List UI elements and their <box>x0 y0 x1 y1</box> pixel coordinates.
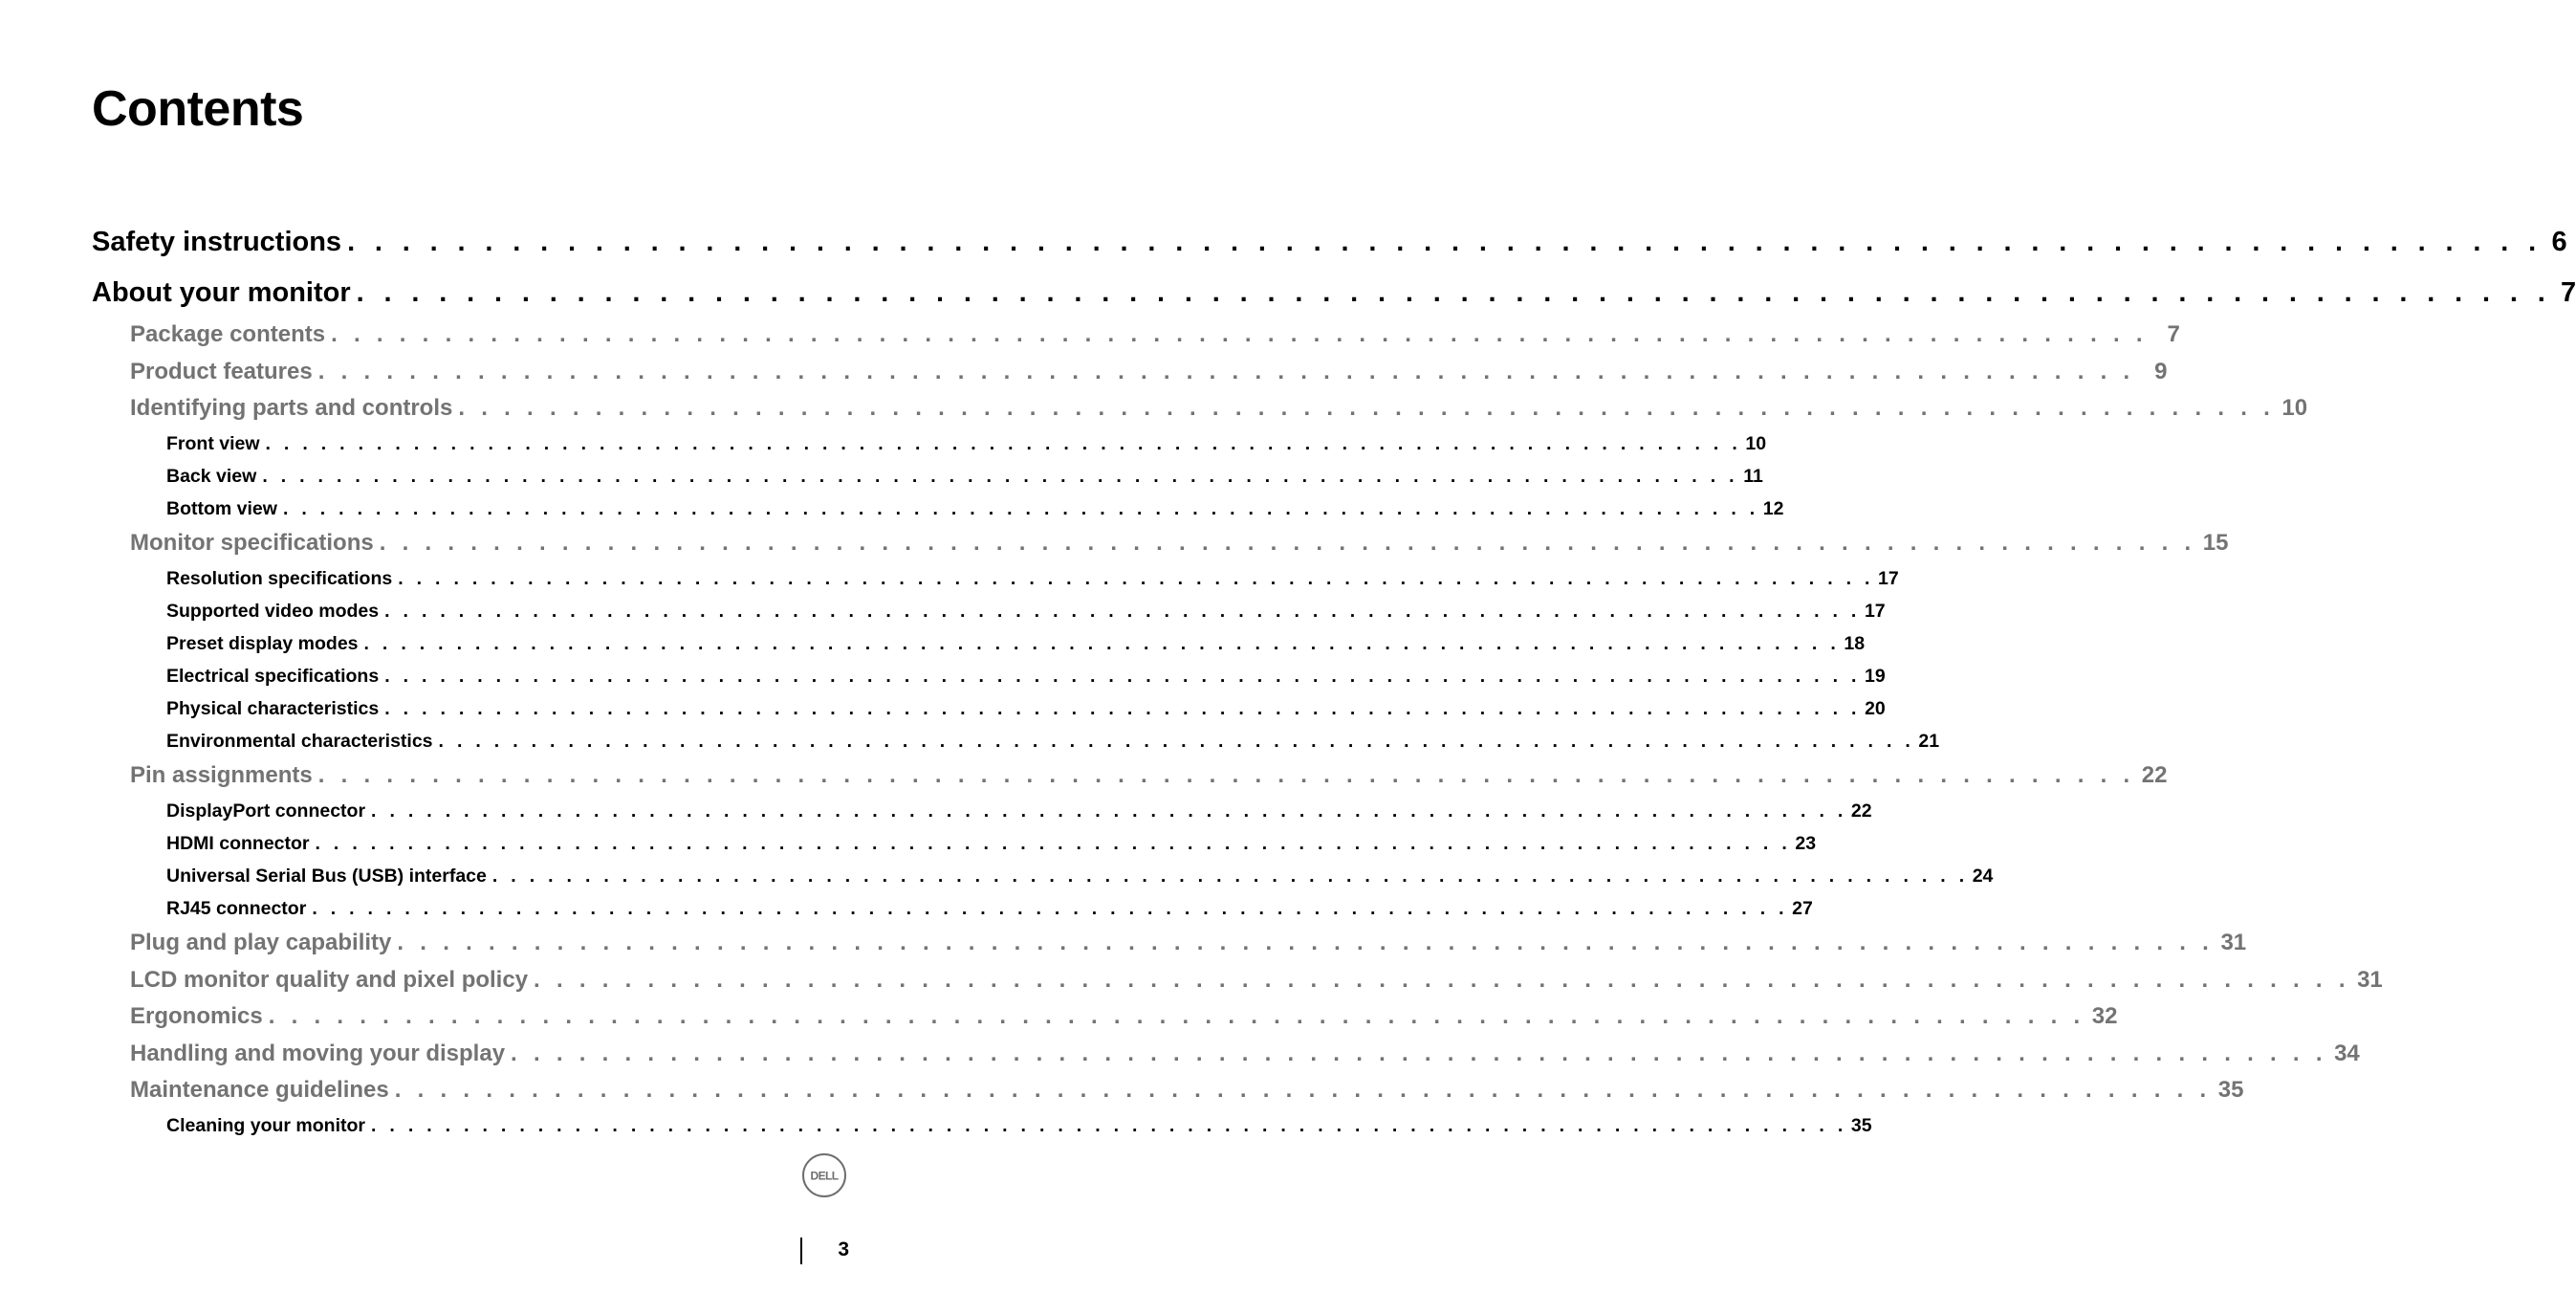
toc-entry-about-your-monitor[interactable] <box>92 275 2576 310</box>
toc-entry-label: Bottom view <box>166 498 277 519</box>
toc-entry-label: Resolution specifications <box>166 568 393 589</box>
toc-entry-hdmi-connector[interactable] <box>166 832 1817 855</box>
toc-entry-safety-instructions[interactable] <box>92 225 2567 259</box>
dot-leader: . . . . . . . . . . . . . . . . . . . . . . . . . . . . . . . . . . . . . . . . . . . . . . . . . . . . . . . . . . . . . . . . . . . . . . . . . . . . . . . . <box>363 633 1841 654</box>
toc-entry-pin-assignments[interactable] <box>130 761 2168 790</box>
toc-entry-plug-and-play-capability[interactable] <box>130 929 2247 957</box>
toc-entry-label: LCD monitor quality and pixel policy <box>130 967 529 993</box>
toc-entry-label: RJ45 connector <box>166 898 307 919</box>
toc-page-number: 7 <box>2561 277 2576 308</box>
toc-entry-ergonomics[interactable] <box>130 1002 2118 1031</box>
toc-entry-label: Monitor specifications <box>130 530 374 556</box>
toc-page-number: 17 <box>1864 601 1886 622</box>
footer-divider <box>800 1238 802 1264</box>
toc-page-number: 24 <box>1972 866 1994 887</box>
toc-entry-label: About your monitor <box>92 277 351 308</box>
toc-page-number: 18 <box>1844 633 1866 654</box>
toc-page-number: 31 <box>2220 930 2247 955</box>
dot-leader: . . . . . . . . . . . . . . . . . . . . . . . . . . . . . . . . . . . . . . . . . . . . . . . . . . . . . . . . . . . . . . . . . . . . . . . . . . . . . . . . <box>282 498 1759 519</box>
toc-entry-front-view[interactable] <box>166 432 1767 455</box>
toc-page-number: 23 <box>1795 833 1817 854</box>
toc-entry-rj45-connector[interactable] <box>166 897 1813 920</box>
dot-leader: . . . . . . . . . . . . . . . . . . . . . . . . . . . . . . . . . . . . . . . . . . . . . . . . . . . . . . . . . . . . . . . . . . . . . . . . . . . . . . . . <box>379 530 2196 556</box>
toc-entry-supported-video-modes[interactable] <box>166 600 1886 623</box>
toc-entry-label: Preset display modes <box>166 633 359 654</box>
toc-entry-label: Ergonomics <box>130 1003 263 1029</box>
dot-leader: . . . . . . . . . . . . . . . . . . . . . . . . . . . . . . . . . . . . . . . . . . . . . . . . . . . . . . . . . . . . . . . . . . . . . . . . . . . . . . . . <box>268 1003 2085 1029</box>
toc-entry-label: Environmental characteristics <box>166 731 433 752</box>
toc-entry-label: Handling and moving your display <box>130 1041 506 1066</box>
toc-page-number: 22 <box>2141 762 2168 788</box>
toc-page-number: 19 <box>1865 666 1886 687</box>
toc-entry-environmental-characteristics[interactable] <box>166 730 1940 753</box>
dot-leader: . . . . . . . . . . . . . . . . . . . . . . . . . . . . . . . . . . . . . . . . . . . . . . . . . . . . . . . . . . . . . . . . . . . . . . . . . . . . . . . . <box>371 1115 1847 1136</box>
toc-entry-handling-and-moving-your-display[interactable] <box>130 1040 2360 1068</box>
toc-page-number: 31 <box>2357 967 2383 993</box>
toc-page-number: 10 <box>1745 433 1767 454</box>
dot-leader: . . . . . . . . . . . . . . . . . . . . . . . . . . . . . . . . . . . . . . . . . . . . . . . . . . . . . . . . . . . . . . . . . . . . . . . . . . . . . . . . <box>347 227 2543 257</box>
toc-entry-label: HDMI connector <box>166 833 310 854</box>
dot-leader: . . . . . . . . . . . . . . . . . . . . . . . . . . . . . . . . . . . . . . . . . . . . . . . . . . . . . . . . . . . . . . . . . . . . . . . . . . . . . . . . <box>384 698 1861 719</box>
dot-leader: . . . . . . . . . . . . . . . . . . . . . . . . . . . . . . . . . . . . . . . . . . . . . . . . . . . . . . . . . . . . . . . . . . . . . . . . . . . . . . . . <box>398 568 1874 589</box>
toc-page-number: 12 <box>1762 498 1784 519</box>
toc-page-number: 32 <box>2091 1003 2118 1029</box>
toc-entry-product-features[interactable] <box>130 358 2168 386</box>
toc-entry-label: Maintenance guidelines <box>130 1077 389 1103</box>
toc-entry-usb-interface[interactable] <box>166 865 1994 888</box>
toc-page-number: 11 <box>1743 466 1763 487</box>
toc-page-number: 35 <box>2217 1077 2244 1103</box>
dot-leader: . . . . . . . . . . . . . . . . . . . . . . . . . . . . . . . . . . . . . . . . . . . . . . . . . . . . . . . . . . . . . . . . . . . . . . . . . . . . . . . . <box>384 601 1861 622</box>
dell-wordmark-text: DELL <box>810 1169 839 1183</box>
toc-entry-identifying-parts-and-controls[interactable] <box>130 394 2308 423</box>
toc-entry-bottom-view[interactable] <box>166 497 1784 520</box>
toc-page-number: 17 <box>1878 568 1899 589</box>
dot-leader: . . . . . . . . . . . . . . . . . . . . . . . . . . . . . . . . . . . . . . . . . . . . . . . . . . . . . . . . . . . . . . . . . . . . . . . . . . . . . . . . <box>317 762 2135 788</box>
toc-page-number: 10 <box>2281 395 2308 421</box>
toc-entry-label: Universal Serial Bus (USB) interface <box>166 866 487 887</box>
dot-leader: . . . . . . . . . . . . . . . . . . . . . . . . . . . . . . . . . . . . . . . . . . . . . . . . . . . . . . . . . . . . . . . . . . . . . . . . . . . . . . . . <box>356 277 2552 308</box>
toc-entry-lcd-monitor-quality-and-pixel-policy[interactable] <box>130 966 2383 995</box>
toc-page-number: 15 <box>2202 530 2229 556</box>
toc-entry-cleaning-your-monitor[interactable] <box>166 1114 1872 1137</box>
toc-entry-label: Package contents <box>130 321 326 347</box>
dot-leader: . . . . . . . . . . . . . . . . . . . . . . . . . . . . . . . . . . . . . . . . . . . . . . . . . . . . . . . . . . . . . . . . . . . . . . . . . . . . . . . . <box>262 466 1738 487</box>
toc-page-number: 27 <box>1792 898 1813 919</box>
toc-entry-electrical-specifications[interactable] <box>166 665 1886 688</box>
dot-leader: . . . . . . . . . . . . . . . . . . . . . . . . . . . . . . . . . . . . . . . . . . . . . . . . . . . . . . . . . . . . . . . . . . . . . . . . . . . . . . . . <box>371 800 1847 822</box>
toc-entry-label: Identifying parts and controls <box>130 395 453 421</box>
toc-entry-label: Pin assignments <box>130 762 313 788</box>
toc-entry-label: Front view <box>166 433 260 454</box>
dell-logo-icon <box>802 1153 846 1197</box>
dot-leader: . . . . . . . . . . . . . . . . . . . . . . . . . . . . . . . . . . . . . . . . . . . . . . . . . . . . . . . . . . . . . . . . . . . . . . . . . . . . . . . . <box>265 433 1742 454</box>
toc-entry-package-contents[interactable] <box>130 320 2180 349</box>
toc-entry-preset-display-modes[interactable] <box>166 632 1866 655</box>
toc-entry-physical-characteristics[interactable] <box>166 697 1886 720</box>
toc-page-number: 34 <box>2334 1041 2360 1066</box>
toc-entry-back-view[interactable] <box>166 465 1763 488</box>
toc-page-number: 6 <box>2551 227 2567 257</box>
dot-leader: . . . . . . . . . . . . . . . . . . . . . . . . . . . . . . . . . . . . . . . . . . . . . . . . . . . . . . . . . . . . . . . . . . . . . . . . . . . . . . . . <box>317 359 2135 384</box>
toc-page-number: 20 <box>1865 698 1886 719</box>
toc-entry-resolution-specifications[interactable] <box>166 567 1899 590</box>
toc-entry-label: Product features <box>130 359 313 384</box>
dot-leader: . . . . . . . . . . . . . . . . . . . . . . . . . . . . . . . . . . . . . . . . . . . . . . . . . . . . . . . . . . . . . . . . . . . . . . . . . . . . . . . . <box>312 898 1788 919</box>
page-title: Contents <box>92 81 304 137</box>
toc-page-number: 9 <box>2154 359 2168 384</box>
toc-entry-label: Supported video modes <box>166 601 380 622</box>
toc-entry-displayport-connector[interactable] <box>166 800 1872 822</box>
dell-wordmark-icon <box>807 1168 841 1183</box>
toc-page-number: 7 <box>2167 321 2180 347</box>
toc-entry-label: Plug and play capability <box>130 930 392 955</box>
dot-leader: . . . . . . . . . . . . . . . . . . . . . . . . . . . . . . . . . . . . . . . . . . . . . . . . . . . . . . . . . . . . . . . . . . . . . . . . . . . . . . . . <box>511 1041 2327 1066</box>
toc-page-number: 35 <box>1850 1115 1872 1136</box>
page-number: 3 <box>838 1238 849 1260</box>
toc-entry-label: Cleaning your monitor <box>166 1115 366 1136</box>
dot-leader: . . . . . . . . . . . . . . . . . . . . . . . . . . . . . . . . . . . . . . . . . . . . . . . . . . . . . . . . . . . . . . . . . . . . . . . . . . . . . . . . <box>438 731 1915 752</box>
dot-leader: . . . . . . . . . . . . . . . . . . . . . . . . . . . . . . . . . . . . . . . . . . . . . . . . . . . . . . . . . . . . . . . . . . . . . . . . . . . . . . . . <box>331 321 2148 347</box>
toc-entry-label: Physical characteristics <box>166 698 380 719</box>
dot-leader: . . . . . . . . . . . . . . . . . . . . . . . . . . . . . . . . . . . . . . . . . . . . . . . . . . . . . . . . . . . . . . . . . . . . . . . . . . . . . . . . <box>315 833 1792 854</box>
toc-page-number: 21 <box>1918 731 1940 752</box>
dot-leader: . . . . . . . . . . . . . . . . . . . . . . . . . . . . . . . . . . . . . . . . . . . . . . . . . . . . . . . . . . . . . . . . . . . . . . . . . . . . . . . . <box>534 967 2350 993</box>
toc-entry-label: Electrical specifications <box>166 666 380 687</box>
toc-page-number: 22 <box>1850 800 1872 822</box>
toc-entry-label: DisplayPort connector <box>166 800 366 822</box>
toc-entry-monitor-specifications[interactable] <box>130 529 2229 558</box>
dot-leader: . . . . . . . . . . . . . . . . . . . . . . . . . . . . . . . . . . . . . . . . . . . . . . . . . . . . . . . . . . . . . . . . . . . . . . . . . . . . . . . . <box>394 1077 2212 1103</box>
dot-leader: . . . . . . . . . . . . . . . . . . . . . . . . . . . . . . . . . . . . . . . . . . . . . . . . . . . . . . . . . . . . . . . . . . . . . . . . . . . . . . . . <box>458 395 2276 421</box>
dot-leader: . . . . . . . . . . . . . . . . . . . . . . . . . . . . . . . . . . . . . . . . . . . . . . . . . . . . . . . . . . . . . . . . . . . . . . . . . . . . . . . . <box>491 866 1969 887</box>
toc-entry-label: Safety instructions <box>92 227 342 257</box>
dot-leader: . . . . . . . . . . . . . . . . . . . . . . . . . . . . . . . . . . . . . . . . . . . . . . . . . . . . . . . . . . . . . . . . . . . . . . . . . . . . . . . . <box>397 930 2215 955</box>
toc-entry-maintenance-guidelines[interactable] <box>130 1076 2244 1105</box>
toc-entry-label: Back view <box>166 466 257 487</box>
dot-leader: . . . . . . . . . . . . . . . . . . . . . . . . . . . . . . . . . . . . . . . . . . . . . . . . . . . . . . . . . . . . . . . . . . . . . . . . . . . . . . . . <box>384 666 1861 687</box>
